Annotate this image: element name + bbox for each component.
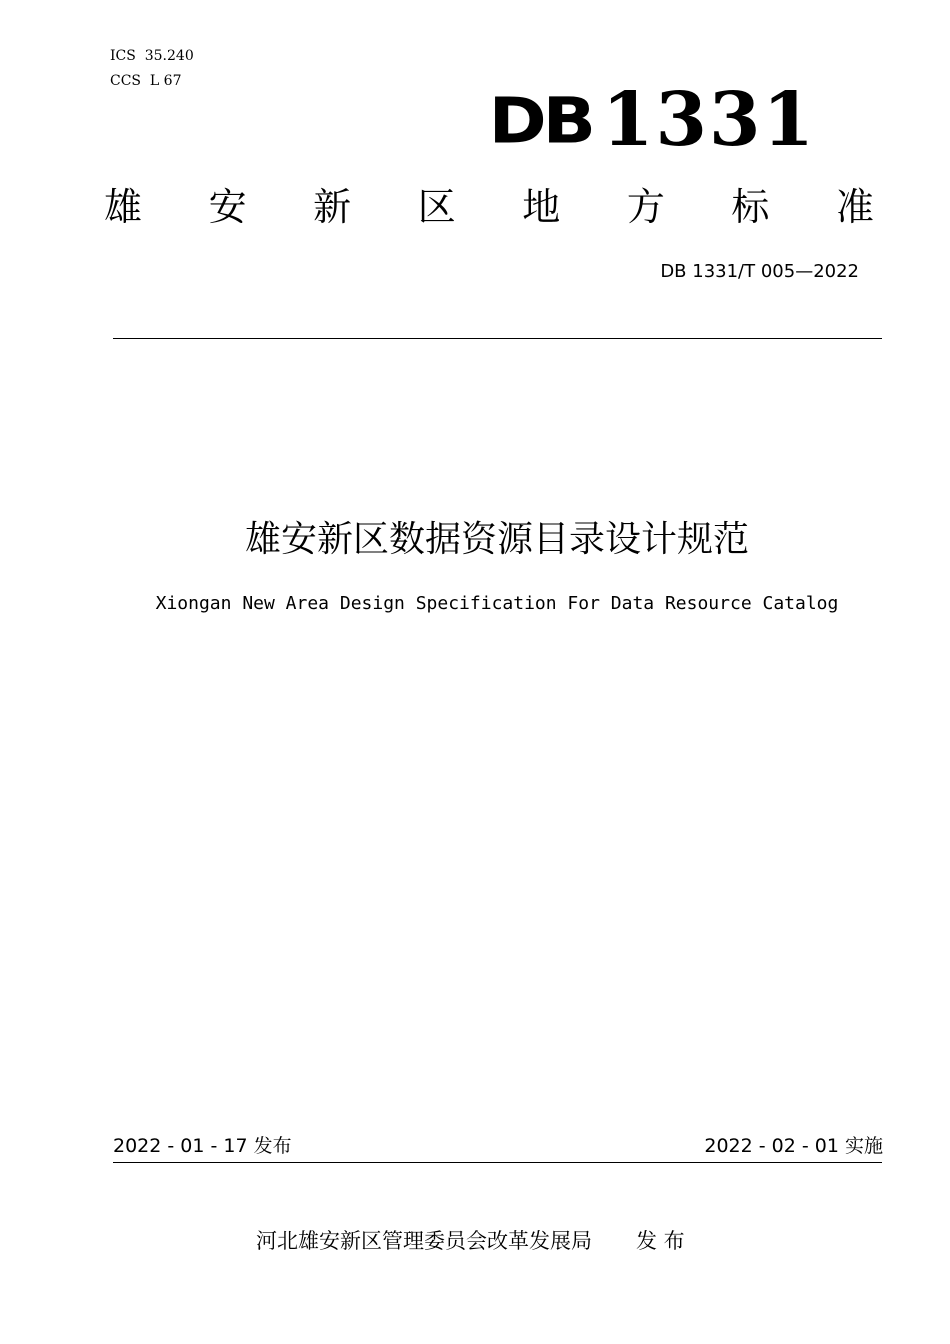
publish-label: 发 布 xyxy=(636,1229,685,1253)
document-title: 雄安新区数据资源目录设计规范 xyxy=(244,519,749,560)
ccs-code: CCS L 67 xyxy=(110,73,182,89)
standard-type-char: 标 xyxy=(731,185,770,229)
db-number: 1331 xyxy=(602,77,816,163)
standard-type-char: 地 xyxy=(522,185,561,229)
standard-type-char: 安 xyxy=(208,185,247,229)
document-subtitle-english: Xiongan New Area Design Specification For Data Resource Catalog xyxy=(155,593,839,614)
implementation-date: 2022 - 02 - 01 实施 xyxy=(704,1135,883,1157)
standard-type-char: 新 xyxy=(313,185,352,229)
publisher-name: 河北雄安新区管理委员会改革发展局 xyxy=(256,1229,592,1253)
bottom-divider xyxy=(113,1162,882,1163)
issue-date: 2022 - 01 - 17 发布 xyxy=(113,1135,292,1157)
db-logo xyxy=(488,77,816,163)
standard-type-title xyxy=(104,182,874,232)
standard-type-char: 方 xyxy=(626,185,665,229)
top-divider xyxy=(113,338,882,339)
standard-type-char: 雄 xyxy=(104,185,143,229)
standard-code: DB 1331/T 005—2022 xyxy=(660,261,859,282)
ics-code: ICS 35.240 xyxy=(110,48,194,64)
standard-type-char: 准 xyxy=(835,185,874,229)
standard-type-char: 区 xyxy=(417,185,456,229)
db-prefix: DB xyxy=(488,84,593,158)
publisher-line xyxy=(256,1226,685,1256)
